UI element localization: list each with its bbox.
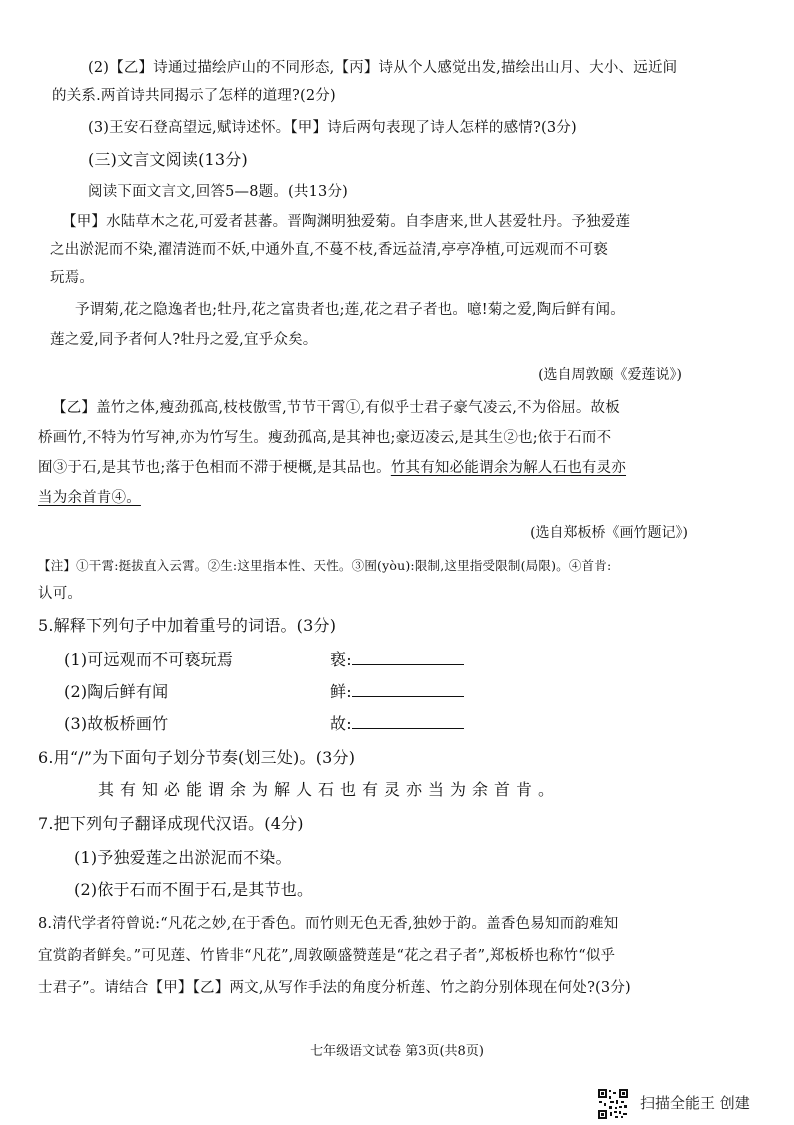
q8-line-2: 宜赏韵者鲜矣。”可见莲、竹皆非“凡花”,周敦颐盛赞莲是“花之君子者”,郑板桥也称竹“似乎	[38, 948, 616, 964]
q8-line-3: 士君子”。请结合【甲】【乙】两文,从写作手法的角度分析莲、竹之韵分别体现在何处?(3分)	[38, 980, 631, 996]
jia-line-4: 予谓菊,花之隐逸者也;牡丹,花之富贵者也;莲,花之君子者也。噫!菊之爱,陶后鲜有闻。	[75, 302, 625, 318]
yi-line-1: 【乙】盖竹之体,瘦劲孤高,枝枝傲雪,节节干霄①,有似乎士君子豪气凌云,不为俗屈。故板	[52, 400, 620, 416]
q5-answer-2	[330, 682, 464, 702]
yi-line-3-text: 囿③于石,是其节也;落于色相而不滞于梗概,是其品也。	[38, 460, 391, 476]
q5-answer-1	[330, 650, 464, 670]
jia-source: (选自周敦颐《爱莲说》)	[538, 367, 682, 383]
q5-stem: 5.解释下列句子中加着重号的词语。(3分)	[38, 616, 337, 635]
qr-code-icon	[597, 1088, 629, 1120]
yi-source: (选自郑板桥《画竹题记》)	[530, 525, 688, 541]
scanner-watermark: 扫描全能王 创建	[640, 1094, 750, 1112]
jia-line-5: 莲之爱,同予者何人?牡丹之爱,宜乎众矣。	[50, 332, 318, 348]
q5-item-3: (3)故板桥画竹	[64, 714, 169, 733]
q7-item-2: (2)依于石而不囿于石,是其节也。	[74, 880, 314, 899]
q3-text: (3)王安石登高望远,赋诗述怀。【甲】诗后两句表现了诗人怎样的感情?(3分)	[88, 120, 577, 136]
q8-line-1: 8.清代学者符曾说:“凡花之妙,在于香色。而竹则无色无香,独妙于韵。盖香色易知而韵难知	[38, 916, 619, 932]
jia-line-1: 【甲】水陆草木之花,可爱者甚蕃。晋陶渊明独爱菊。自李唐来,世人甚爱牡丹。予独爱莲	[62, 214, 631, 230]
notes-line-1: 【注】①干霄:挺拔直入云霄。②生:这里指本性、天性。③囿(yòu):限制,这里指受限制(局限)。④首肯:	[38, 558, 612, 573]
yi-line-3	[38, 458, 626, 478]
q6-sentence: 其有知必能谓余为解人石也有灵亦当为余首肯。	[98, 780, 561, 799]
section-instruction: 阅读下面文言文,回答5—8题。(共13分)	[88, 184, 349, 200]
answer-blank[interactable]	[352, 714, 464, 729]
yi-underlined-sentence: 竹其有知必能谓余为解人石也有灵亦	[390, 460, 627, 476]
notes-line-2: 认可。	[38, 586, 83, 602]
yi-line-2: 桥画竹,不特为竹写神,亦为竹写生。瘦劲孤高,是其神也;豪迈凌云,是其生②也;依于石而不	[38, 430, 612, 446]
q5-item-2: (2)陶后鲜有闻	[64, 682, 169, 701]
q5-word-1: 亵:	[330, 650, 352, 669]
q2-line-1: (2)【乙】诗通过描绘庐山的不同形态,【丙】诗从个人感觉出发,描绘出山月、大小、远近间	[88, 60, 678, 76]
jia-line-2: 之出淤泥而不染,濯清涟而不妖,中通外直,不蔓不枝,香远益清,亭亭净植,可远观而不可亵	[50, 242, 609, 258]
q7-stem: 7.把下列句子翻译成现代汉语。(4分)	[38, 814, 304, 833]
q5-item-1: (1)可远观而不可亵玩焉	[64, 650, 234, 669]
section-title: (三)文言文阅读(13分)	[88, 150, 248, 169]
q5-word-2: 鲜:	[330, 682, 352, 701]
q2-line-2: 的关系.两首诗共同揭示了怎样的道理?(2分)	[52, 88, 336, 104]
q6-stem: 6.用“/”为下面句子划分节奏(划三处)。(3分)	[38, 748, 356, 767]
q5-answer-3	[330, 714, 464, 734]
q5-word-3: 故:	[330, 714, 352, 733]
jia-line-3: 玩焉。	[50, 270, 95, 286]
q7-item-1: (1)予独爱莲之出淤泥而不染。	[74, 848, 292, 867]
answer-blank[interactable]	[352, 682, 464, 697]
page-footer: 七年级语文试卷 第3页(共8页)	[310, 1044, 484, 1059]
answer-blank[interactable]	[352, 650, 464, 665]
yi-line-4: 当为余首肯④。	[38, 490, 141, 506]
